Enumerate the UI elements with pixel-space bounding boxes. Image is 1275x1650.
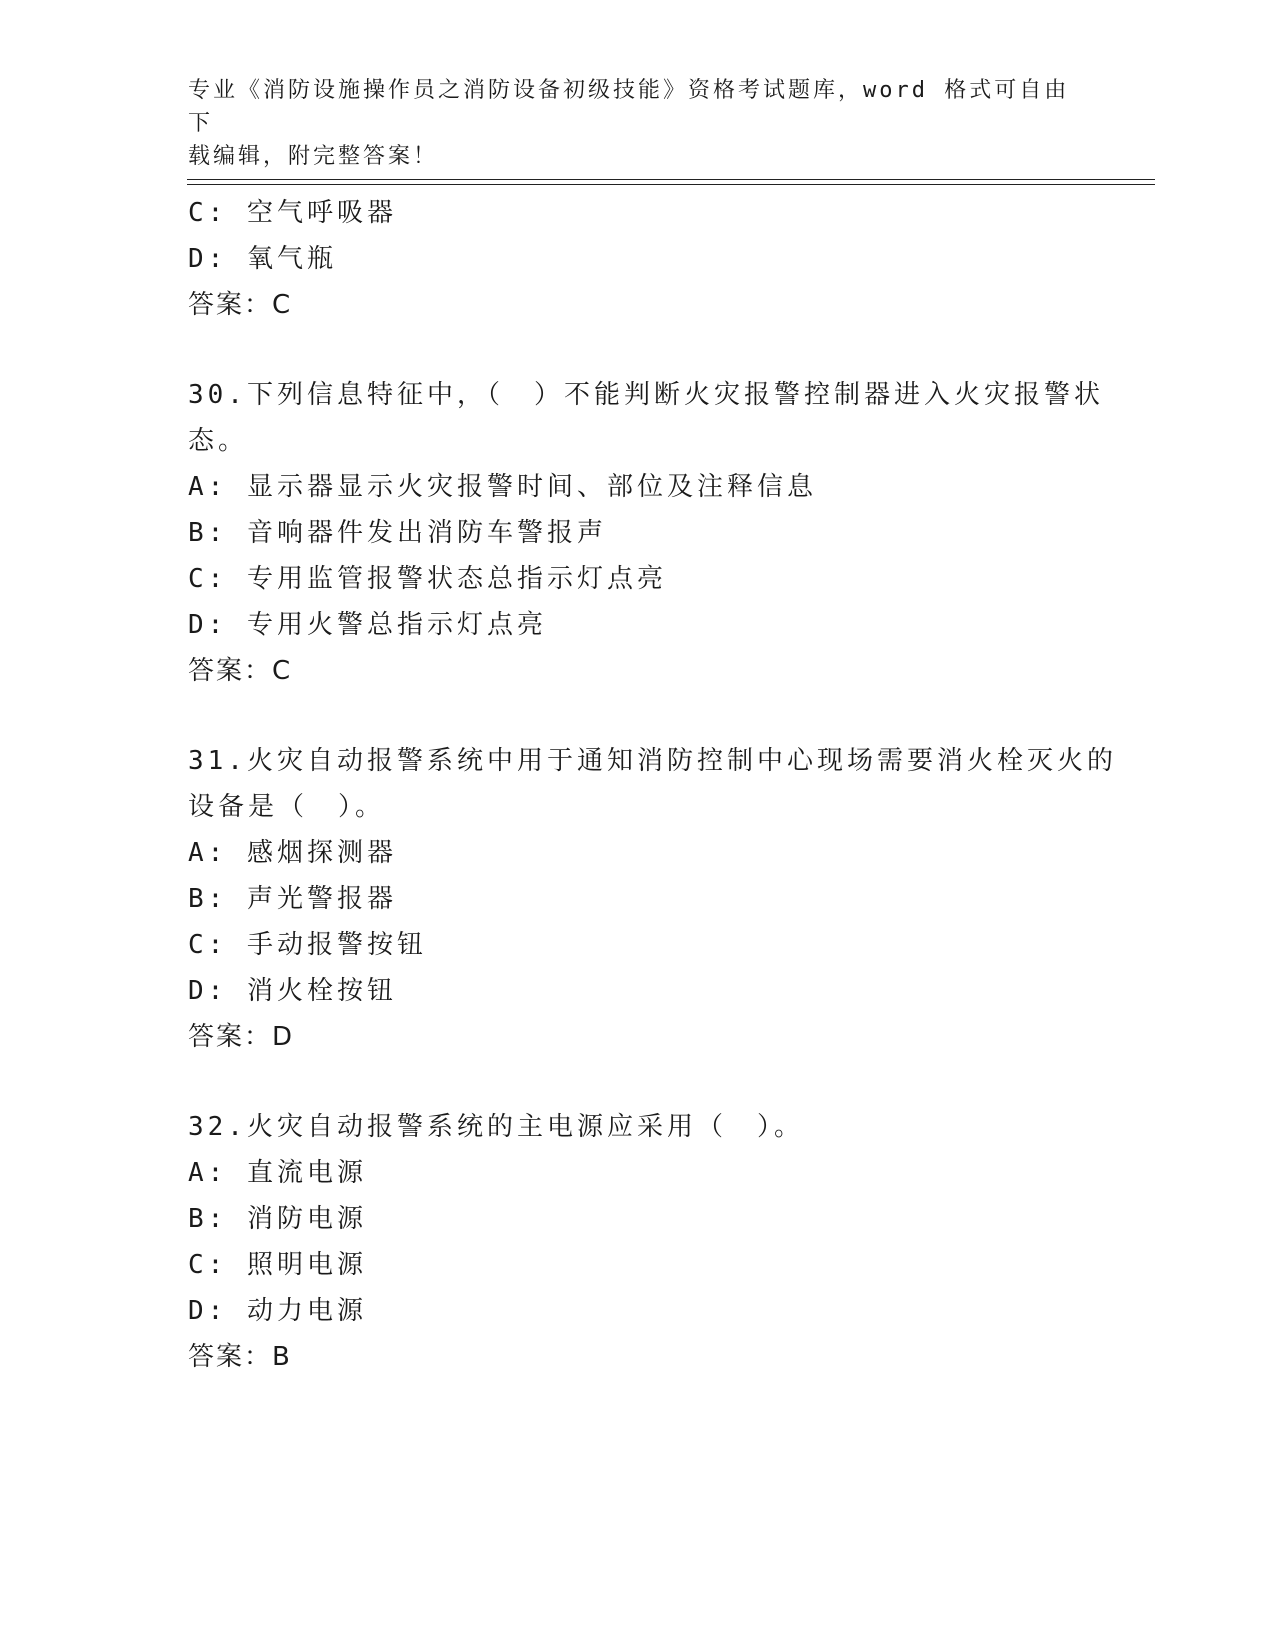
question-title-line-2: 态。 bbox=[188, 426, 249, 456]
question-title-line-1: 32.火灾自动报警系统的主电源应采用（ ）。 bbox=[188, 1112, 804, 1142]
option-c: C: 照明电源 bbox=[188, 1250, 367, 1280]
option-d: D: 氧气瓶 bbox=[188, 244, 337, 274]
answer: 答案：C bbox=[188, 290, 293, 320]
spacer bbox=[188, 328, 1088, 372]
header-line-1: 专业《消防设施操作员之消防设备初级技能》资格考试题库，word 格式可自由下 bbox=[188, 78, 1070, 136]
option-a: A: 显示器显示火灾报警时间、部位及注释信息 bbox=[188, 472, 817, 502]
document-header bbox=[188, 74, 1088, 173]
option-b: B: 声光警报器 bbox=[188, 884, 397, 914]
question-list bbox=[188, 190, 1117, 1380]
question-title-line-2: 设备是（ ）。 bbox=[188, 792, 386, 822]
header-divider-top bbox=[187, 179, 1155, 180]
header-divider-bottom bbox=[187, 184, 1155, 185]
answer: 答案：C bbox=[188, 656, 293, 686]
option-b: B: 消防电源 bbox=[188, 1204, 367, 1234]
question-31 bbox=[188, 738, 1117, 1060]
option-b: B: 音响器件发出消防车警报声 bbox=[188, 518, 607, 548]
answer: 答案：D bbox=[188, 1022, 295, 1052]
option-d: D: 动力电源 bbox=[188, 1296, 367, 1326]
option-c: C: 专用监管报警状态总指示灯点亮 bbox=[188, 564, 667, 594]
option-a: A: 感烟探测器 bbox=[188, 838, 397, 868]
question-title-line-1: 30.下列信息特征中，（ ）不能判断火灾报警控制器进入火灾报警状 bbox=[188, 380, 1104, 410]
option-d: D: 专用火警总指示灯点亮 bbox=[188, 610, 547, 640]
option-a: A: 直流电源 bbox=[188, 1158, 367, 1188]
option-c: C: 手动报警按钮 bbox=[188, 930, 427, 960]
question-title-line-1: 31.火灾自动报警系统中用于通知消防控制中心现场需要消火栓灭火的 bbox=[188, 746, 1117, 776]
spacer bbox=[188, 1060, 1088, 1104]
question-29-tail bbox=[188, 190, 1088, 328]
answer: 答案：B bbox=[188, 1342, 292, 1372]
option-c: C: 空气呼吸器 bbox=[188, 198, 397, 228]
question-32 bbox=[188, 1104, 1088, 1380]
header-line-2: 载编辑，附完整答案！ bbox=[188, 144, 439, 169]
option-d: D: 消火栓按钮 bbox=[188, 976, 397, 1006]
spacer bbox=[188, 694, 1088, 738]
question-30 bbox=[188, 372, 1104, 694]
